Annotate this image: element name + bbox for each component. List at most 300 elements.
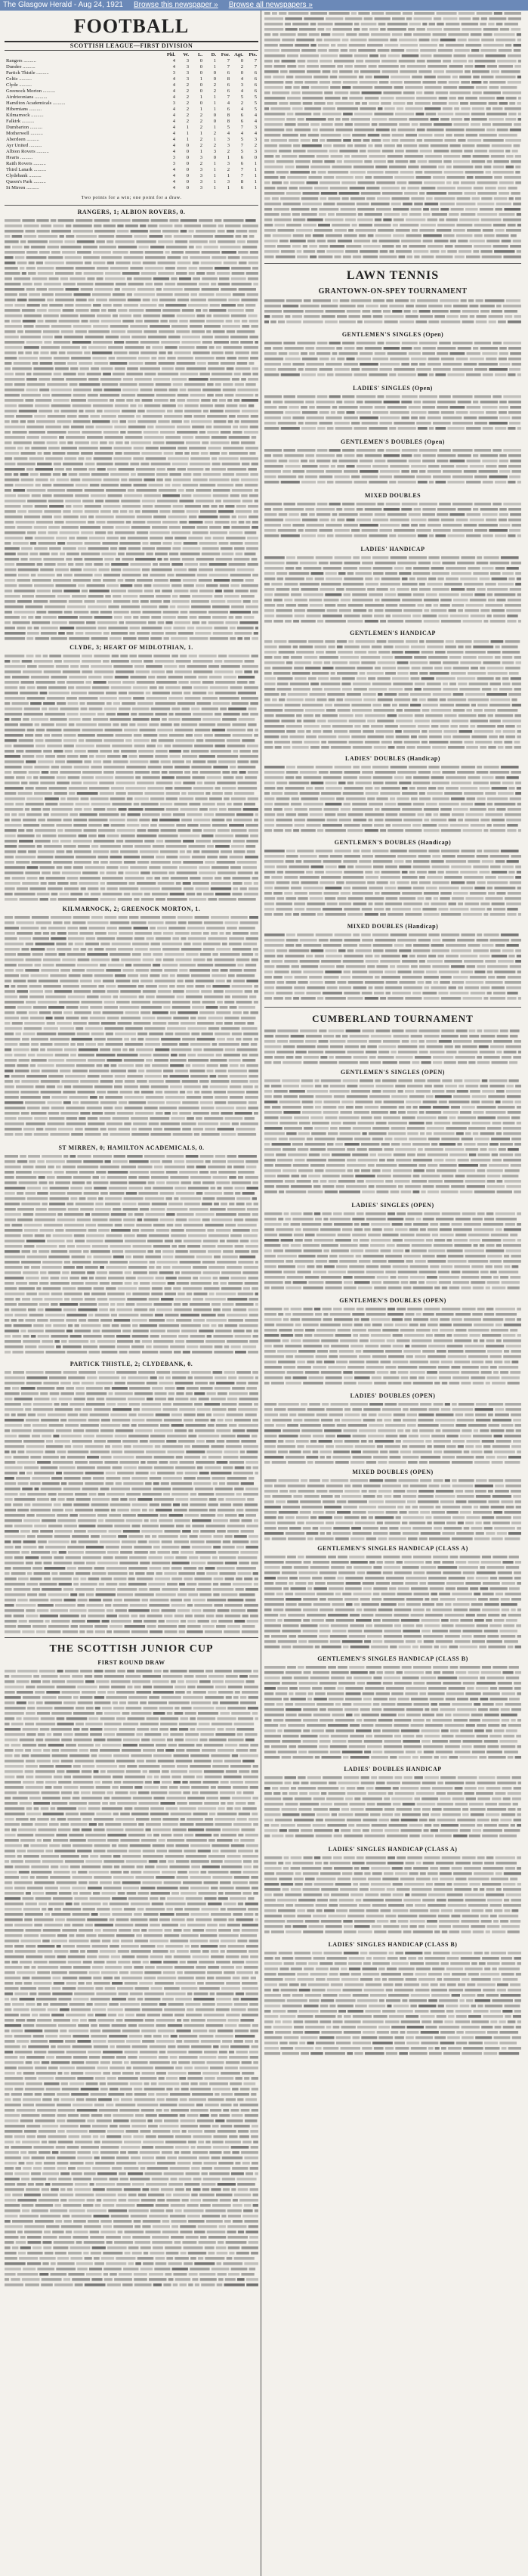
print-line	[144, 590, 153, 593]
print-line	[140, 351, 157, 355]
print-line	[5, 1451, 10, 1454]
print-line	[82, 346, 87, 349]
print-line	[152, 1064, 168, 1067]
print-line	[116, 980, 130, 983]
print-line	[169, 473, 181, 476]
print-line	[244, 803, 255, 806]
print-line	[56, 723, 67, 726]
print-line	[144, 792, 164, 795]
print-line	[20, 1043, 29, 1046]
print-line	[100, 447, 112, 450]
print-line	[123, 1482, 144, 1485]
print-line	[252, 1229, 258, 1232]
print-line	[117, 1022, 131, 1025]
print-line	[58, 834, 76, 838]
print-line	[66, 1556, 82, 1559]
print-line	[186, 990, 199, 993]
print-line	[29, 985, 42, 988]
print-line	[36, 595, 55, 598]
print-line	[121, 1017, 140, 1020]
print-line	[80, 516, 87, 519]
print-line	[134, 845, 151, 848]
print-line	[115, 776, 134, 779]
league-stat: 4	[172, 125, 175, 130]
print-line	[41, 224, 51, 228]
print-line	[71, 1540, 76, 1543]
print-line	[239, 1675, 248, 1678]
print-line	[168, 457, 189, 460]
print-line	[223, 389, 236, 392]
print-line	[61, 1392, 75, 1395]
print-line	[199, 616, 211, 619]
print-line	[128, 1181, 146, 1184]
league-stat: 2	[199, 143, 202, 148]
print-line	[93, 325, 108, 328]
print-line	[113, 665, 132, 668]
print-line	[88, 330, 110, 333]
print-line	[105, 1445, 110, 1448]
print-line	[27, 383, 45, 386]
print-line	[130, 325, 148, 328]
print-line	[40, 1392, 48, 1395]
print-line	[193, 850, 200, 853]
print-line	[124, 893, 131, 896]
print-line	[249, 1298, 259, 1301]
print-line	[73, 394, 86, 397]
print-line	[64, 921, 71, 924]
print-line	[59, 1583, 72, 1586]
print-line	[16, 969, 24, 972]
print-line	[55, 760, 65, 763]
print-line	[161, 1503, 171, 1506]
print-line	[141, 1530, 162, 1533]
print-line	[96, 755, 106, 758]
print-line	[48, 887, 63, 890]
print-line	[237, 1224, 256, 1227]
print-line	[45, 605, 66, 608]
print-line	[40, 473, 51, 476]
print-line	[197, 1038, 215, 1041]
print-line	[107, 990, 119, 993]
print-line	[109, 441, 114, 444]
print-line	[215, 1376, 227, 1379]
print-line	[97, 1271, 107, 1274]
print-line	[73, 468, 87, 471]
print-line	[255, 1376, 258, 1379]
print-line	[30, 1482, 41, 1485]
print-line	[5, 1080, 13, 1083]
print-line	[5, 734, 23, 737]
print-line	[107, 755, 121, 758]
print-line	[164, 558, 168, 561]
print-line	[213, 494, 229, 497]
print-line	[220, 707, 227, 711]
print-line	[171, 692, 182, 695]
print-line	[44, 1577, 51, 1581]
print-line	[138, 750, 154, 753]
print-line	[28, 850, 36, 853]
print-line	[147, 1717, 159, 1720]
print-line	[5, 1493, 18, 1496]
print-line	[132, 893, 143, 896]
print-line	[47, 1085, 56, 1088]
browse-all-link[interactable]: Browse all newspapers »	[228, 1, 313, 9]
print-line	[171, 1229, 184, 1232]
print-line	[63, 1091, 76, 1094]
print-line	[91, 1033, 104, 1036]
print-line	[178, 1277, 191, 1280]
print-line	[96, 1398, 104, 1401]
print-line	[31, 574, 36, 577]
print-line	[98, 1303, 109, 1306]
print-line	[205, 468, 210, 471]
print-line	[14, 1324, 32, 1327]
print-line	[238, 1261, 253, 1264]
print-line	[83, 1435, 94, 1438]
print-line	[202, 441, 208, 444]
print-line	[225, 990, 242, 993]
print-line	[177, 426, 190, 429]
print-line	[165, 787, 173, 790]
print-line	[57, 829, 63, 832]
print-line	[69, 676, 87, 679]
print-line	[80, 1006, 88, 1009]
print-line	[204, 782, 215, 785]
print-line	[211, 1112, 219, 1115]
print-line	[5, 1303, 17, 1306]
print-line	[178, 1625, 185, 1628]
print-line	[154, 1456, 174, 1459]
print-line	[77, 964, 98, 967]
print-line	[124, 452, 140, 455]
print-line	[47, 383, 67, 386]
league-stat: 1	[227, 155, 230, 160]
print-line	[131, 1477, 147, 1480]
print-line	[245, 1461, 258, 1464]
print-line	[135, 1572, 145, 1575]
print-line	[23, 224, 39, 228]
league-row	[5, 107, 258, 113]
print-line	[57, 1085, 62, 1088]
browse-newspaper-link[interactable]: Browse this newspaper »	[133, 1, 218, 9]
print-line	[244, 1577, 252, 1581]
print-line	[213, 1176, 228, 1179]
league-row	[5, 179, 258, 185]
print-line	[43, 808, 51, 811]
print-line	[57, 574, 62, 577]
print-line	[168, 697, 183, 700]
print-line	[70, 882, 78, 885]
print-line	[211, 882, 231, 885]
print-line	[159, 834, 178, 838]
print-line	[155, 877, 161, 880]
print-line	[73, 819, 87, 822]
print-line	[58, 616, 78, 619]
print-line	[97, 734, 113, 737]
print-line	[145, 808, 165, 811]
print-line	[63, 670, 80, 673]
print-line	[170, 1059, 187, 1062]
print-line	[249, 1308, 259, 1311]
print-line	[227, 600, 242, 603]
print-line	[196, 1192, 203, 1195]
print-line	[227, 1340, 248, 1343]
print-line	[249, 1392, 258, 1395]
print-line	[5, 621, 11, 624]
team-name: Third Lanark ..........	[6, 167, 47, 172]
print-line	[121, 834, 135, 838]
print-line	[249, 707, 257, 711]
print-line	[135, 1064, 143, 1067]
print-line	[43, 702, 55, 705]
print-line	[106, 1287, 116, 1290]
print-line	[24, 707, 40, 711]
print-line	[35, 1218, 56, 1221]
print-line	[231, 283, 252, 286]
print-line	[124, 1038, 129, 1041]
team-name: Hearts ..........	[6, 155, 33, 160]
print-line	[177, 362, 196, 365]
print-line	[198, 1567, 203, 1570]
print-line	[122, 681, 134, 684]
print-line	[29, 431, 45, 434]
print-line	[175, 1255, 195, 1259]
league-stat: 4	[254, 119, 257, 124]
print-line	[233, 980, 245, 983]
print-line	[73, 1070, 88, 1073]
print-line	[120, 1091, 133, 1094]
print-line	[152, 1011, 168, 1014]
print-line	[182, 686, 192, 689]
print-line	[245, 521, 250, 524]
print-line	[170, 1670, 187, 1673]
print-line	[218, 224, 224, 228]
print-line	[147, 697, 168, 700]
print-line	[33, 1675, 39, 1678]
print-line	[20, 898, 39, 901]
print-line	[69, 383, 78, 386]
print-line	[79, 1540, 98, 1543]
print-line	[78, 1599, 88, 1602]
print-line	[95, 776, 113, 779]
print-line	[92, 293, 111, 296]
print-line	[228, 256, 240, 259]
print-line	[198, 1620, 210, 1623]
print-line	[227, 1091, 245, 1094]
print-line	[196, 627, 212, 630]
print-line	[199, 542, 218, 545]
print-line	[110, 473, 129, 476]
print-line	[15, 373, 25, 376]
print-line	[51, 766, 60, 769]
print-line	[255, 500, 258, 503]
print-line	[252, 436, 257, 439]
print-line	[116, 1335, 130, 1338]
league-row	[5, 70, 258, 76]
print-line	[221, 850, 232, 853]
print-line	[209, 676, 222, 679]
print-line	[48, 526, 60, 529]
print-line	[23, 670, 42, 673]
print-line	[19, 1435, 30, 1438]
print-line	[54, 494, 73, 497]
print-line	[206, 584, 218, 587]
print-line	[137, 410, 145, 413]
print-line	[190, 256, 210, 259]
print-line	[137, 1303, 153, 1306]
print-line	[178, 489, 184, 492]
print-line	[60, 1572, 74, 1575]
print-line	[105, 1160, 111, 1163]
print-line	[116, 792, 126, 795]
print-line	[156, 293, 173, 296]
print-line	[133, 1245, 152, 1248]
print-line	[179, 346, 195, 349]
print-line	[153, 1128, 162, 1131]
print-line	[236, 1128, 255, 1131]
print-line	[110, 819, 125, 822]
print-line	[153, 1340, 174, 1343]
print-line	[143, 958, 154, 961]
print-line	[211, 1620, 217, 1623]
print-line	[41, 1717, 55, 1720]
print-line	[91, 958, 110, 961]
print-line	[156, 1112, 163, 1115]
print-line	[130, 1171, 149, 1174]
print-line	[54, 1440, 70, 1443]
league-row	[5, 119, 258, 125]
print-line	[225, 1419, 233, 1422]
print-line	[82, 320, 88, 323]
print-line	[17, 1482, 28, 1485]
print-line	[196, 893, 202, 896]
print-line	[238, 766, 256, 769]
print-line	[190, 394, 206, 397]
print-line	[107, 262, 114, 265]
print-line	[113, 304, 122, 307]
print-line	[51, 808, 73, 811]
print-line	[63, 510, 71, 513]
print-line	[220, 1503, 231, 1506]
print-line	[51, 553, 58, 556]
print-line	[219, 1043, 240, 1046]
print-line	[150, 948, 161, 951]
team-name: Albion Rovers ..........	[6, 149, 49, 154]
print-line	[40, 362, 53, 365]
print-line	[113, 1707, 124, 1710]
print-line	[244, 637, 250, 640]
print-line	[109, 1187, 127, 1190]
print-line	[5, 399, 23, 402]
print-line	[237, 760, 249, 763]
print-line	[181, 1503, 188, 1506]
print-line	[140, 1229, 154, 1232]
print-line	[20, 240, 26, 243]
print-line	[223, 473, 235, 476]
print-line	[196, 1117, 202, 1120]
print-line	[213, 1535, 223, 1538]
print-line	[5, 1540, 11, 1543]
print-line	[207, 856, 218, 859]
print-line	[193, 943, 202, 946]
print-line	[54, 750, 63, 753]
print-line	[5, 1319, 9, 1322]
print-line	[28, 1413, 36, 1416]
print-line	[73, 1712, 94, 1715]
print-line	[76, 563, 84, 566]
print-line	[166, 808, 179, 811]
print-line	[162, 943, 182, 946]
print-line	[254, 985, 258, 988]
print-line	[204, 1403, 220, 1406]
print-line	[150, 574, 165, 577]
print-line	[173, 1503, 180, 1506]
print-line	[244, 1117, 255, 1120]
league-stat: 1	[227, 185, 230, 190]
print-line	[5, 1203, 20, 1206]
print-line	[225, 1680, 244, 1683]
print-line	[66, 288, 79, 291]
print-line	[5, 373, 14, 376]
print-line	[237, 240, 245, 243]
print-line	[19, 995, 27, 999]
print-line	[72, 1620, 85, 1623]
print-line	[151, 463, 171, 466]
print-line	[127, 824, 140, 827]
print-line	[179, 500, 193, 503]
print-line	[162, 404, 176, 407]
print-line	[213, 537, 224, 540]
print-line	[97, 468, 106, 471]
print-line	[200, 1101, 213, 1104]
print-line	[68, 1413, 79, 1416]
print-line	[231, 277, 246, 280]
print-line	[181, 230, 187, 233]
print-line	[153, 845, 165, 848]
print-line	[97, 463, 113, 466]
print-line	[49, 787, 67, 790]
print-line	[231, 845, 244, 848]
print-line	[181, 792, 186, 795]
print-line	[48, 489, 66, 492]
print-line	[151, 718, 160, 721]
print-line	[236, 1107, 246, 1110]
print-line	[164, 1128, 181, 1131]
print-line	[42, 1203, 48, 1206]
print-line	[172, 1001, 190, 1004]
print-line	[159, 362, 175, 365]
print-line	[187, 850, 191, 853]
print-line	[54, 373, 62, 376]
print-line	[26, 267, 36, 270]
print-line	[231, 605, 244, 608]
print-line	[19, 1287, 35, 1290]
print-line	[42, 1435, 51, 1438]
print-line	[133, 1122, 147, 1125]
print-line	[156, 394, 176, 397]
print-line	[141, 898, 154, 901]
print-line	[156, 937, 171, 940]
print-line	[150, 537, 163, 540]
print-line	[154, 1466, 174, 1469]
print-line	[154, 579, 168, 582]
print-line	[138, 1466, 153, 1469]
print-line	[36, 1208, 47, 1211]
print-line	[243, 1493, 258, 1496]
league-stat: 1	[213, 179, 216, 184]
print-line	[107, 1551, 119, 1554]
print-line	[165, 304, 187, 307]
